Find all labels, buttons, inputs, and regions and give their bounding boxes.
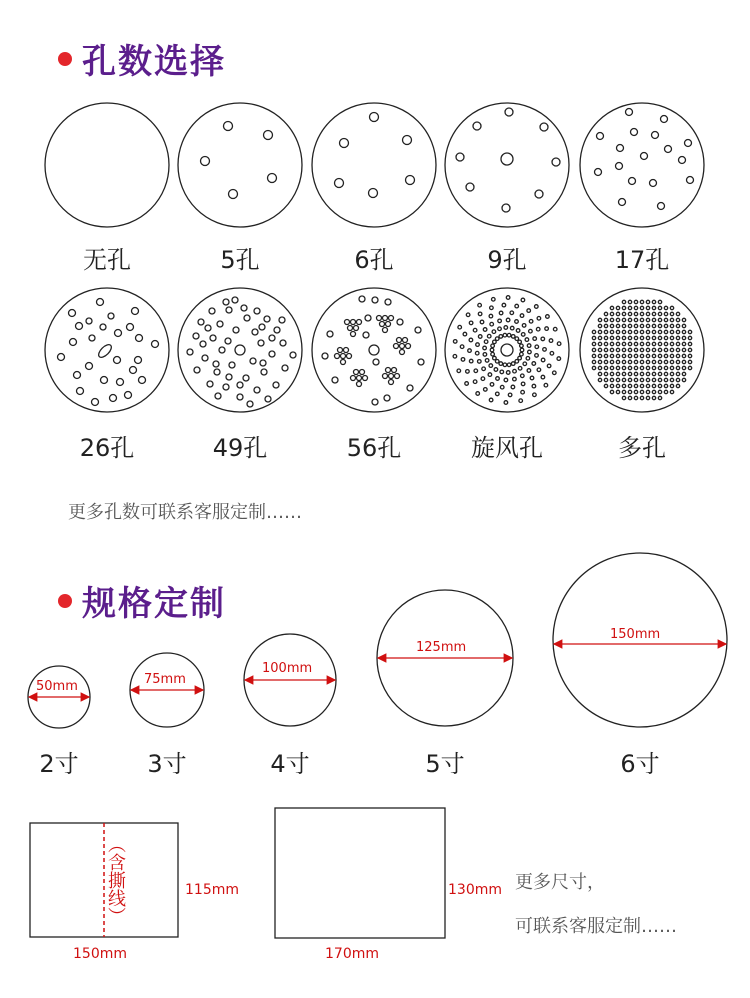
sheet2-width: 170mm: [325, 946, 379, 962]
tear-line-note: （含撕线）: [105, 835, 126, 925]
pad-label-multi-hole: 多孔: [618, 434, 666, 462]
pad-label-17-hole: 17孔: [614, 246, 670, 274]
pad-label-cyclone-hole: 旋风孔: [471, 434, 543, 462]
size-more-note-line2: 可联系客服定制……: [515, 916, 677, 937]
pad-label-no-hole: 无孔: [83, 246, 131, 274]
size-section-title: 规格定制: [82, 584, 226, 624]
hole-section-title: 孔数选择: [82, 42, 226, 82]
dim-3-inch: 75mm: [144, 672, 186, 687]
dim-2-inch: 50mm: [36, 679, 78, 694]
dim-6-inch: 150mm: [610, 627, 661, 642]
dim-4-inch: 100mm: [262, 661, 313, 676]
hole-more-note: 更多孔数可联系客服定制……: [68, 502, 302, 523]
disc-label-4-inch: 4寸: [270, 750, 310, 778]
pad-label-5-hole: 5孔: [220, 246, 260, 274]
disc-label-3-inch: 3寸: [147, 750, 187, 778]
pad-label-6-hole: 6孔: [354, 246, 394, 274]
pad-label-56-hole: 56孔: [346, 434, 402, 462]
sheet1-width: 150mm: [73, 946, 127, 962]
sheet2-height: 130mm: [448, 882, 502, 898]
pad-label-49-hole: 49孔: [212, 434, 268, 462]
disc-label-5-inch: 5寸: [425, 750, 465, 778]
sheet-170x130: [275, 808, 445, 938]
disc-label-6-inch: 6寸: [620, 750, 660, 778]
pad-label-26-hole: 26孔: [79, 434, 135, 462]
disc-label-2-inch: 2寸: [39, 750, 79, 778]
sheet1-height: 115mm: [185, 882, 239, 898]
pad-label-9-hole: 9孔: [487, 246, 527, 274]
size-more-note-line1: 更多尺寸，: [515, 872, 605, 893]
dim-5-inch: 125mm: [416, 640, 467, 655]
